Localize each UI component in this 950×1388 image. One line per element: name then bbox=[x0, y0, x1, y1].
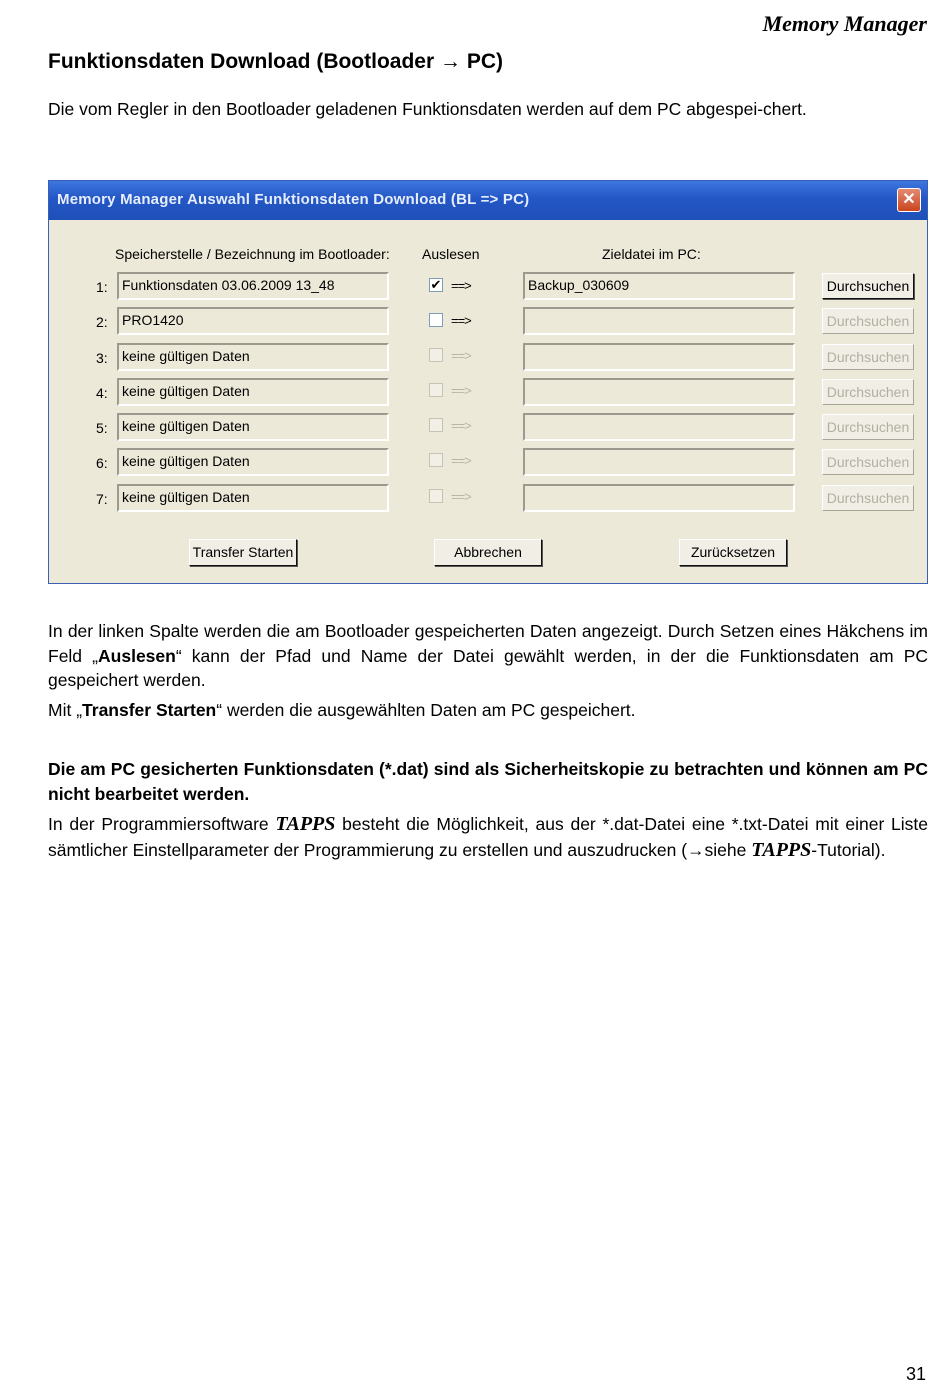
column-header-source: Speicherstelle / Bezeichnung im Bootloader: bbox=[115, 246, 390, 262]
transfer-start-button[interactable]: Transfer Starten bbox=[189, 539, 297, 566]
read-checkbox[interactable] bbox=[429, 313, 443, 327]
read-checkbox[interactable] bbox=[429, 383, 443, 397]
dialog-titlebar[interactable] bbox=[49, 181, 927, 220]
source-field: keine gültigen Daten bbox=[117, 484, 389, 512]
p1-bold: Auslesen bbox=[98, 645, 176, 666]
transfer-arrow: ==> bbox=[451, 383, 471, 398]
source-field: keine gültigen Daten bbox=[117, 378, 389, 406]
column-header-read: Auslesen bbox=[422, 246, 480, 262]
source-field: Funktionsdaten 03.06.2009 13_48 bbox=[117, 272, 389, 300]
memory-manager-dialog bbox=[48, 180, 928, 584]
p1-text-b: “ kann der Pfad und Name der Datei gewählt werden, in der die Funktionsdaten am PC gespeichert werden. bbox=[48, 645, 929, 690]
row-number: 7: bbox=[96, 491, 108, 507]
dest-file-field[interactable] bbox=[523, 307, 795, 335]
paragraph-warning: Die am PC gesicherten Funktionsdaten (*.dat) sind als Sicherheitskopie zu betrachten und können am PC nicht bearbeitet werden. bbox=[48, 759, 928, 804]
source-field: keine gültigen Daten bbox=[117, 448, 389, 476]
p2-text-a: Mit „ bbox=[48, 700, 83, 720]
transfer-arrow: ==> bbox=[451, 453, 471, 468]
browse-button[interactable]: Durchsuchen bbox=[822, 449, 914, 475]
transfer-arrow: ==> bbox=[451, 313, 471, 328]
p4-text-a: In der Programmiersoftware bbox=[48, 814, 276, 834]
p4-text-c: siehe bbox=[704, 840, 752, 860]
intro-paragraph: Die vom Regler in den Bootloader geladenen Funktionsdaten werden auf dem PC abgespei-chert. bbox=[48, 99, 807, 119]
row-number: 4: bbox=[96, 385, 108, 401]
heading-arrow-icon: → bbox=[440, 50, 461, 73]
reset-button[interactable]: Zurücksetzen bbox=[679, 539, 787, 566]
p1-text-a: In der linken Spalte werden die am Bootloader gespeicherten Daten angezeigt. Durch Setzen eines Häkchens im Feld „ bbox=[48, 621, 928, 666]
transfer-arrow: ==> bbox=[451, 278, 471, 293]
dest-file-field[interactable]: Backup_030609 bbox=[523, 272, 795, 300]
browse-button[interactable]: Durchsuchen bbox=[822, 485, 914, 511]
source-field: keine gültigen Daten bbox=[117, 413, 389, 441]
transfer-arrow: ==> bbox=[451, 418, 471, 433]
dialog-title: Memory Manager Auswahl Funktionsdaten Download (BL => PC) bbox=[57, 191, 530, 208]
paragraph-transfer bbox=[48, 698, 928, 723]
dest-file-field[interactable] bbox=[523, 343, 795, 371]
row-number: 6: bbox=[96, 455, 108, 471]
browse-button[interactable]: Durchsuchen bbox=[822, 344, 914, 370]
dest-file-field[interactable] bbox=[523, 413, 795, 441]
page-number: 31 bbox=[905, 1364, 926, 1384]
dest-file-field[interactable] bbox=[523, 378, 795, 406]
p4-text-b: besteht die Möglichkeit, aus der *.dat-Datei eine *.txt-Datei mit einer Liste sämtlicher Einstellparameter der Programmierung zu erstellen und auszudrucken ( bbox=[48, 814, 928, 860]
read-checkbox[interactable] bbox=[429, 489, 443, 503]
read-checkbox[interactable] bbox=[429, 453, 443, 467]
tapps-logo: TAPPS bbox=[275, 813, 336, 835]
read-checkbox[interactable] bbox=[429, 418, 443, 432]
row-number: 1: bbox=[96, 279, 108, 295]
column-header-dest: Zieldatei im PC: bbox=[602, 246, 701, 262]
running-header: Memory Manager bbox=[762, 11, 927, 36]
read-checkbox[interactable]: ✔ bbox=[430, 277, 442, 292]
heading-text-end: PC) bbox=[461, 50, 503, 73]
browse-button[interactable]: Durchsuchen bbox=[822, 308, 914, 334]
close-icon[interactable]: ✕ bbox=[897, 188, 921, 212]
source-field: PRO1420 bbox=[117, 307, 389, 335]
row-number: 5: bbox=[96, 420, 108, 436]
p2-bold: Transfer Starten bbox=[82, 700, 217, 720]
paragraph-explanation bbox=[48, 619, 928, 693]
p4-text-d: -Tutorial). bbox=[811, 840, 886, 860]
cancel-button[interactable]: Abbrechen bbox=[434, 539, 542, 566]
dest-file-field[interactable] bbox=[523, 448, 795, 476]
heading-text: Funktionsdaten Download (Bootloader bbox=[48, 50, 440, 73]
tapps-logo: TAPPS bbox=[751, 839, 812, 861]
browse-button[interactable]: Durchsuchen bbox=[822, 379, 914, 405]
transfer-arrow: ==> bbox=[451, 348, 471, 363]
row-number: 3: bbox=[96, 350, 108, 366]
row-number: 2: bbox=[96, 314, 108, 330]
transfer-arrow: ==> bbox=[451, 489, 471, 504]
browse-button[interactable]: Durchsuchen bbox=[822, 273, 914, 299]
dest-file-field[interactable] bbox=[523, 484, 795, 512]
read-checkbox[interactable] bbox=[429, 348, 443, 362]
paragraph-tapps bbox=[48, 811, 928, 863]
p2-text-b: “ werden die ausgewählten Daten am PC gespeichert. bbox=[216, 700, 636, 720]
page-heading bbox=[48, 50, 503, 74]
source-field: keine gültigen Daten bbox=[117, 343, 389, 371]
arrow-right-icon: → bbox=[687, 840, 705, 860]
browse-button[interactable]: Durchsuchen bbox=[822, 414, 914, 440]
